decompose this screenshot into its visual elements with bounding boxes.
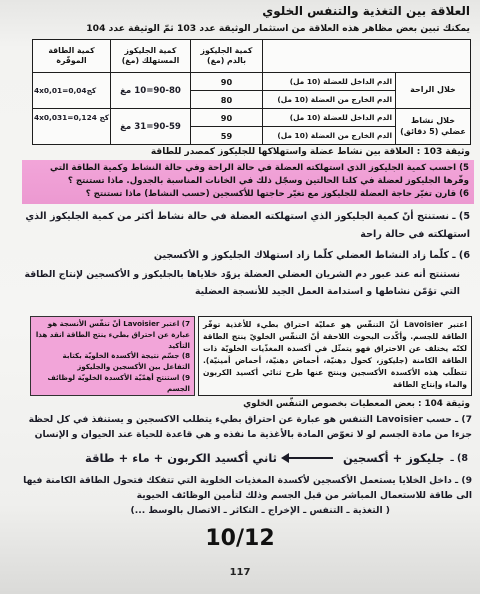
glucose-value: 80	[191, 91, 263, 109]
energy-activity: 4x0,031=0,124 كج	[33, 109, 111, 145]
worksheet-intro: يمكنك تبين بعض مظاهر هذه العلاقة من استثمار الوثيقة عدد 103 ثمّ الوثيقة عدد 104	[86, 23, 470, 34]
answer-7: 7) ـ حسب Lavoisier التنفس هو عبارة عن احتراق بطيء يتطلب الاكسجين و يستنفذ في كل لحظة جزءا من مادة الجسم لو لا تعوّض المادة بالأغذية ما نفذه و هي قاعدة للحياة عند الحيوان و الإنسان	[28, 414, 472, 440]
row-group-rest: خلال الراحة	[396, 73, 471, 109]
sample-label: الدم الداخل للعضلة (10 مل)	[263, 109, 396, 127]
questions-104-highlight	[30, 316, 195, 396]
glucose-value: 59	[191, 127, 263, 145]
worksheet-title: العلاقة بين التغذية والتنفس الخلوي	[262, 4, 470, 18]
sample-label: الدم الخارج من العضلة (10 مل)	[263, 127, 396, 145]
doc104-text: اعتبر Lavoisier أنّ التنفّس هو عمليّة احتراق بطيء للأغذية توفّر الطاقة للجسم. وأكّدت البحوث اللاحقة أنّ التنفّس الخلويّ ينتج الطاقة لكنّه يختلف عن الاحتراق فهو يتمثّل في أكسدة المغذّيات الخلويّة ذات الطاقة الكامنة (جليكوز، كحول دهنيّة، أحماض دهنيّة، أحماض أمينيّة). تتطلّب هذه الأكسدة الأكسجين وينتج عنها طرح ثنائي أكسيد الكربون والماء وإنتاج الطاقة	[203, 320, 467, 389]
answer-9: 9) ـ داخل الخلايا يستعمل الأكسجين لأكسدة المغذيات الخلوية التي تتفكك فتحول الطاقة الكامنة فيها الى طاقة للاستعمال المباشر من قبل الجسم وذلك لتأمين الوظائف الحيوية	[23, 475, 472, 501]
reaction-reactants: جليكوز + أكسجين	[342, 451, 445, 465]
table-row	[33, 109, 471, 127]
header-energy: كمية الطاقة الموفّرة	[33, 40, 111, 73]
doc103-table	[32, 39, 471, 145]
header-glucose-consumed: كمية الجليكوز المستهلك (مغ)	[111, 40, 191, 73]
answer-8-equation	[85, 447, 468, 469]
row-group-activity: خلال نشاط عضلي (5 دقائق)	[396, 109, 471, 145]
header-glucose-blood: كمية الجليكوز بالدم (مغ)	[191, 40, 263, 73]
reaction-products: ثاني أكسيد الكربون + ماء + طاقة	[84, 451, 277, 465]
table-row	[33, 73, 471, 91]
question-9: 9) استنتج أهمّيّة الأكسدة الخلويّة لوظائف الجسم	[47, 372, 190, 393]
glucose-value: 90	[191, 109, 263, 127]
grade-mark: 10/12	[205, 526, 275, 551]
doc104-text-box	[198, 316, 472, 396]
question-8: 8) جسّم نتيجة الأكسدة الخلويّة بكتابة التفاعل بين الأكسجين والجليكوز	[62, 351, 190, 372]
answer-6: 6) ـ كلّما زاد النشاط العضلي كلّما زاد استهلاك الجليكوز و الأكسجين	[153, 250, 470, 261]
questions-103-highlight	[22, 160, 474, 204]
reaction-arrow	[287, 457, 333, 459]
answer-5: 5) ـ نستنتج أنّ كمية الجليكوز الذي استهلكته العضلة في حالة نشاط أكثر من كمية الجليكوز الذي استهلكته في حالة راحة	[25, 211, 470, 240]
consumed-activity: 90-59=31 مغ	[111, 109, 191, 145]
question-7: 7) اعتبر Lavoisier أنّ تنفّس الأنسجة هو عبارة عن احتراق بطيء ينتج الطاقة انقد هذا التأكيد	[35, 319, 190, 350]
answer-6-conclusion: نستنتج أنه عند عبور دم الشريان العضلي العضلة يزوّد خلاياها بالجليكوز و الأكسجين لإنتاج الطاقة التي تؤمّن نشاطها و استدامة العمل الجيد للأنسجة العضلية	[24, 269, 460, 297]
glucose-value: 90	[191, 73, 263, 91]
doc104-caption: وثيقة 104 : بعض المعطيات بخصوص التنفّس الخلوي	[243, 399, 470, 409]
page-number: 117	[229, 567, 251, 578]
consumed-rest: 90-80=10 مغ	[111, 73, 191, 109]
sample-label: الدم الخارج من العضلة (10 مل)	[263, 91, 396, 109]
answer-8-prefix: 8) ـ	[450, 452, 468, 464]
vital-functions-list: ( التغذية ـ التنفس ـ الإخراج ـ التكاثر ـ الاتصال بالوسط ...)	[130, 505, 390, 516]
table-corner-cell	[263, 40, 471, 73]
doc103-caption: وثيقة 103 : العلاقة بين نشاط عضلة واستهلاكها للجليكوز كمصدر للطاقة	[150, 147, 470, 157]
question-5: 5) احسب كمية الجليكوز الذي استهلكته العضلة في حالة الراحة وفي حالة النشاط وكمية الطاقة التي وفّرها الجليكوز لعضلة في كلتا الحالتين وسجّل ذلك في الخانات المناسبة بالجدول. ماذا تستنتج ؟	[50, 163, 469, 186]
table-header-row	[33, 40, 471, 73]
question-6: 6) قارن تغيّر حاجة العضلة للجليكوز مع تغيّر حاجتها للأكسجين (حسب النشاط) ماذا تستنتج ؟	[85, 189, 469, 199]
energy-rest: 4x0,01=0,04كج	[33, 73, 111, 109]
sample-label: الدم الداخل للعضلة (10 مل)	[263, 73, 396, 91]
